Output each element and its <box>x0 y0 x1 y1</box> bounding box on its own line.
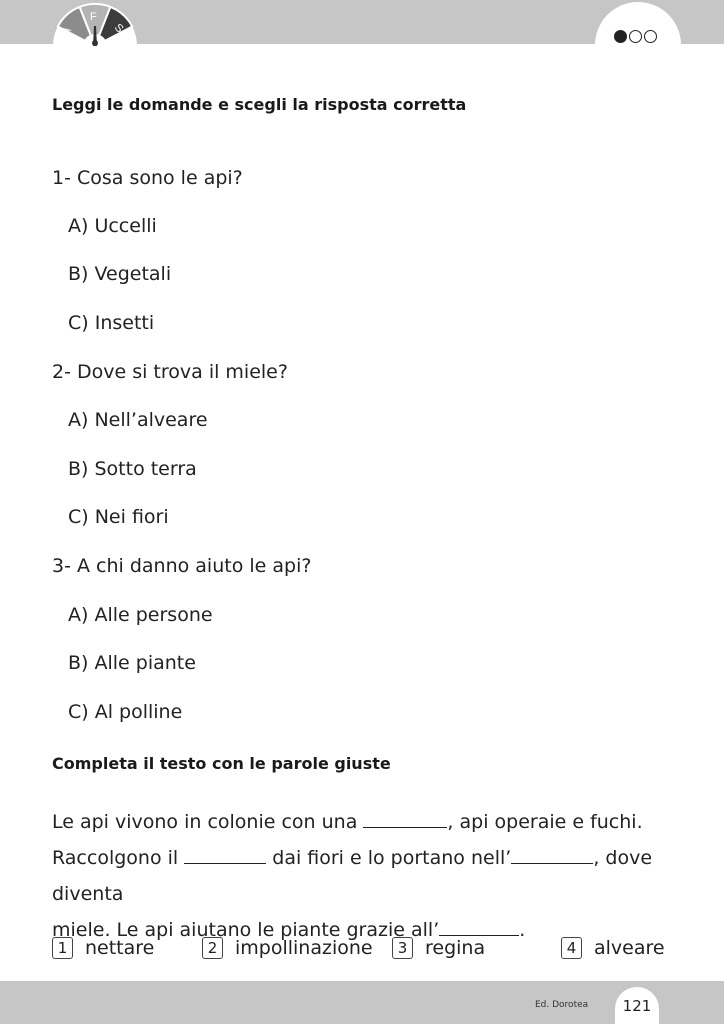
blank-4[interactable] <box>439 920 519 936</box>
word-label: alveare <box>594 937 665 959</box>
level-dot-3 <box>644 30 657 43</box>
cloze-line-2: Raccolgono il dai fiori e lo portano nell’ , dove diventa <box>52 847 653 905</box>
section1-instruction: Leggi le domande e scegli la risposta corretta <box>52 95 467 114</box>
q1-option-a: A) Uccelli <box>68 215 157 237</box>
q3-option-a: A) Alle persone <box>68 604 213 626</box>
gauge-letter-a: A <box>59 24 74 38</box>
word-number-box: 2 <box>202 937 223 959</box>
q2-option-b: B) Sotto terra <box>68 458 197 480</box>
word-number-box: 4 <box>561 937 582 959</box>
blank-2[interactable] <box>184 848 266 864</box>
q2-option-a: A) Nell’alveare <box>68 409 208 431</box>
level-tab <box>595 2 681 92</box>
question-2: 2- Dove si trova il miele? <box>52 361 288 383</box>
question-1: 1- Cosa sono le api? <box>52 167 243 189</box>
level-indicator <box>614 27 657 45</box>
blank-3[interactable] <box>511 848 593 864</box>
word-label: nettare <box>85 937 155 959</box>
word-label: regina <box>425 937 486 959</box>
section2-instruction: Completa il testo con le parole giuste <box>52 754 391 773</box>
word-number-box: 1 <box>52 937 73 959</box>
word-number-box: 3 <box>392 937 413 959</box>
difficulty-gauge-icon <box>50 0 140 48</box>
question-3: 3- A chi danno aiuto le api? <box>52 555 312 577</box>
word-bank-item-4 <box>561 937 665 959</box>
gauge-letter-f: F <box>90 11 97 23</box>
q1-option-b: B) Vegetali <box>68 263 172 285</box>
level-dot-1 <box>614 30 627 43</box>
page-number-tab <box>615 987 659 1024</box>
word-bank-item-2 <box>202 937 373 959</box>
publisher-name: Ed. Dorotea <box>535 1000 589 1010</box>
cloze-line-3: miele. Le api aiutano le piante grazie all’ . <box>52 919 526 941</box>
q1-option-c: C) Insetti <box>68 312 155 334</box>
q2-option-c: C) Nei fiori <box>68 506 169 528</box>
cloze-paragraph <box>52 804 692 948</box>
level-dot-2 <box>629 30 642 43</box>
q3-option-b: B) Alle piante <box>68 652 196 674</box>
word-label: impollinazione <box>235 937 373 959</box>
word-bank-item-1 <box>52 937 154 959</box>
q3-option-c: C) Al polline <box>68 701 183 723</box>
word-bank <box>0 937 724 963</box>
page-number: 121 <box>622 997 652 1015</box>
cloze-line-1: Le api vivono in colonie con una , api operaie e fuchi. <box>52 811 643 833</box>
gauge-letter-s: S <box>111 21 126 36</box>
blank-1[interactable] <box>363 812 447 828</box>
word-bank-item-3 <box>392 937 485 959</box>
